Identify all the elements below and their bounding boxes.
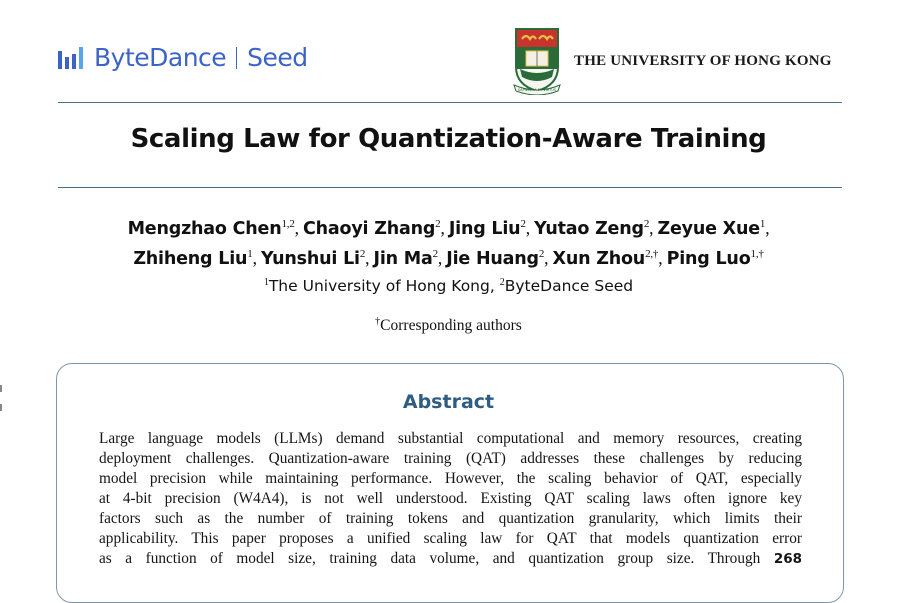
paper-title: Scaling Law for Quantization-Aware Training [130,124,767,154]
author: Chaoyi Zhang$^2$ [302,218,441,239]
author: Xun Zhou$^{2,\dagger}$ [552,247,659,269]
abstract-line: applicability. This paper proposes a unified scaling law for QAT that models quantization error [99,530,802,547]
affiliation-name: The University of Hong Kong [268,277,490,296]
author-line-2: Zhiheng Liu$^1$, Yunshui Li$^2$, Jin Ma$^2$, Jie Huang$^2$, Xun Zhou$^{2,\dagger}$, Ping Luo$^{1,\dagger}$ [133,247,764,269]
hku-crest-icon [512,27,562,95]
bytedance-bars-icon [58,45,88,71]
abstract-line: model precision while maintaining performance. However, the scaling behavior of QAT, especially [99,470,802,487]
hku-logo [512,27,832,95]
seed-wordmark: Seed [247,43,308,72]
abstract-line: Large language models (LLMs) demand substantial computational and memory resources, creating [99,430,802,447]
author: Jin Ma$^2$ [373,247,438,269]
author: Jie Huang$^2$ [446,247,545,269]
abstract-line: at 4-bit precision (W4A4), is not well understood. Existing QAT scaling laws often ignore key [99,490,802,507]
affiliation-name: ByteDance Seed [504,277,634,296]
header-rule [58,102,842,103]
author: Zeyue Xue$^1$ [657,218,766,239]
margin-mark [0,385,2,392]
crest-motto: SAPIENTIA ET VIRTUS [517,88,557,92]
corresponding-text: Corresponding authors [380,317,522,335]
author: Jing Liu$^2$ [448,218,526,239]
abstract-line-last: as a function of model size, training data volume, and quantization group size. Through 268 [99,550,802,567]
author: Ping Luo$^{1,\dagger}$ [666,247,764,269]
page-header [0,0,897,102]
margin-mark [0,404,2,411]
affiliation-mark: 1 [263,277,269,288]
dagger-mark: † [375,316,381,327]
affiliations [0,277,897,295]
bold-number: 268 [773,551,802,567]
abstract-line: factors such as the number of training tokens and quantization granularity, which limits their [99,510,802,527]
bytedance-seed-logo [58,44,308,72]
author: Yutao Zeng$^2$ [534,218,650,239]
title-rule [58,187,842,188]
author: Yunshui Li$^2$ [260,247,366,269]
author: Mengzhao Chen$^{1,2}$ [127,218,295,239]
hku-wordmark: THE UNIVERSITY OF HONG KONG [574,53,832,69]
bytedance-wordmark: ByteDance [94,43,227,72]
author-line-1: Mengzhao Chen$^{1,2}$, Chaoyi Zhang$^2$, Jing Liu$^2$, Yutao Zeng$^2$, Zeyue Xue$^1$, [127,217,770,239]
corresponding-note [0,316,897,335]
logo-divider [236,47,237,69]
author-list [0,212,897,272]
affiliation-mark: 2 [499,277,505,288]
abstract-line: deployment challenges. Quantization-aware training (QAT) addresses these challenges by reducing [99,450,802,467]
affiliation-separator: , [489,277,500,296]
author: Zhiheng Liu$^1$ [133,247,253,269]
abstract-text [99,429,802,569]
abstract-heading: Abstract [402,391,495,413]
